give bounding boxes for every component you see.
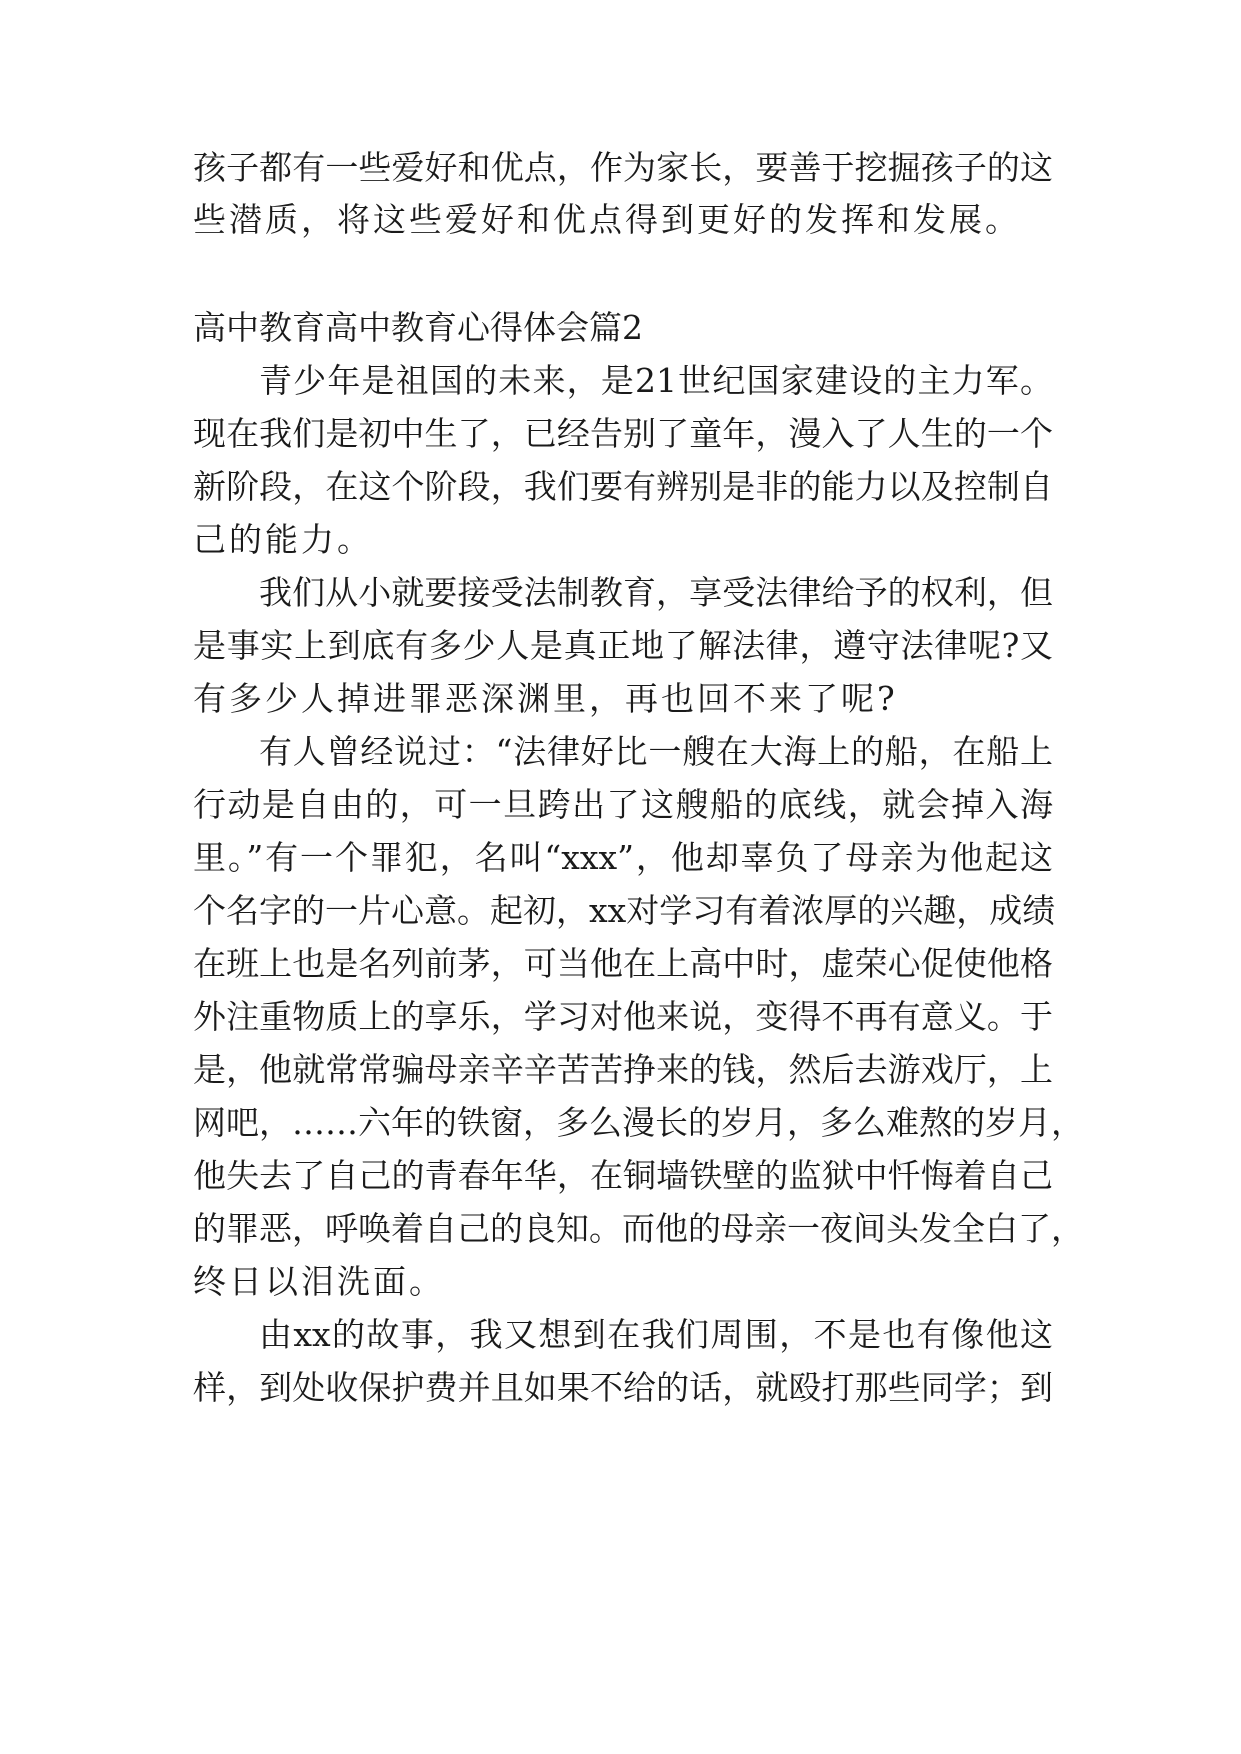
text-line: 终日以泪洗面。 (193, 1262, 445, 1301)
text-line: 新阶段，在这个阶段，我们要有辨别是非的能力以及控制自 (193, 467, 1053, 506)
text-line: 青少年是祖国的未来，是21世纪国家建设的主力军。 (259, 361, 1053, 400)
text-line: 他失去了自己的青春年华，在铜墙铁壁的监狱中忏悔着自己 (193, 1156, 1053, 1195)
text-line: 是事实上到底有多少人是真正地了解法律，遵守法律呢?又 (193, 626, 1053, 665)
text-line: 在班上也是名列前茅，可当他在上高中时，虚荣心促使他格 (193, 944, 1053, 983)
text-line: 外注重物质上的享乐，学习对他来说，变得不再有意义。于 (193, 997, 1053, 1036)
text-line: 样，到处收保护费并且如果不给的话，就殴打那些同学；到 (193, 1368, 1053, 1407)
text-line: 是，他就常常骗母亲辛辛苦苦挣来的钱，然后去游戏厅，上 (193, 1050, 1053, 1089)
text-line: 行动是自由的，可一旦跨出了这艘船的底线，就会掉入海 (193, 785, 1053, 824)
text-line: 网吧，……六年的铁窗，多么漫长的岁月，多么难熬的岁月， (193, 1103, 1084, 1142)
text-line: 有人曾经说过：“法律好比一艘在大海上的船，在船上 (259, 732, 1053, 771)
text-line: 己的能力。 (193, 520, 373, 559)
text-line: 孩子都有一些爱好和优点，作为家长，要善于挖掘孩子的这 (193, 148, 1053, 187)
section-heading: 高中教育高中教育心得体会篇2 (193, 308, 643, 347)
text-line: 的罪恶，呼唤着自己的良知。而他的母亲一夜间头发全白了， (193, 1209, 1084, 1248)
text-line: 个名字的一片心意。起初，xx对学习有着浓厚的兴趣，成绩 (193, 891, 1056, 930)
text-line: 现在我们是初中生了，已经告别了童年，漫入了人生的一个 (193, 414, 1053, 453)
text-line: 由xx的故事，我又想到在我们周围，不是也有像他这 (259, 1315, 1053, 1354)
text-line: 有多少人掉进罪恶深渊里，再也回不来了呢? (193, 679, 898, 718)
text-line: 我们从小就要接受法制教育，享受法律给予的权利，但 (259, 573, 1053, 612)
text-line: 些潜质，将这些爱好和优点得到更好的发挥和发展。 (193, 200, 1021, 239)
text-line: 里。”有一个罪犯，名叫“xxx”，他却辜负了母亲为他起这 (193, 838, 1053, 877)
